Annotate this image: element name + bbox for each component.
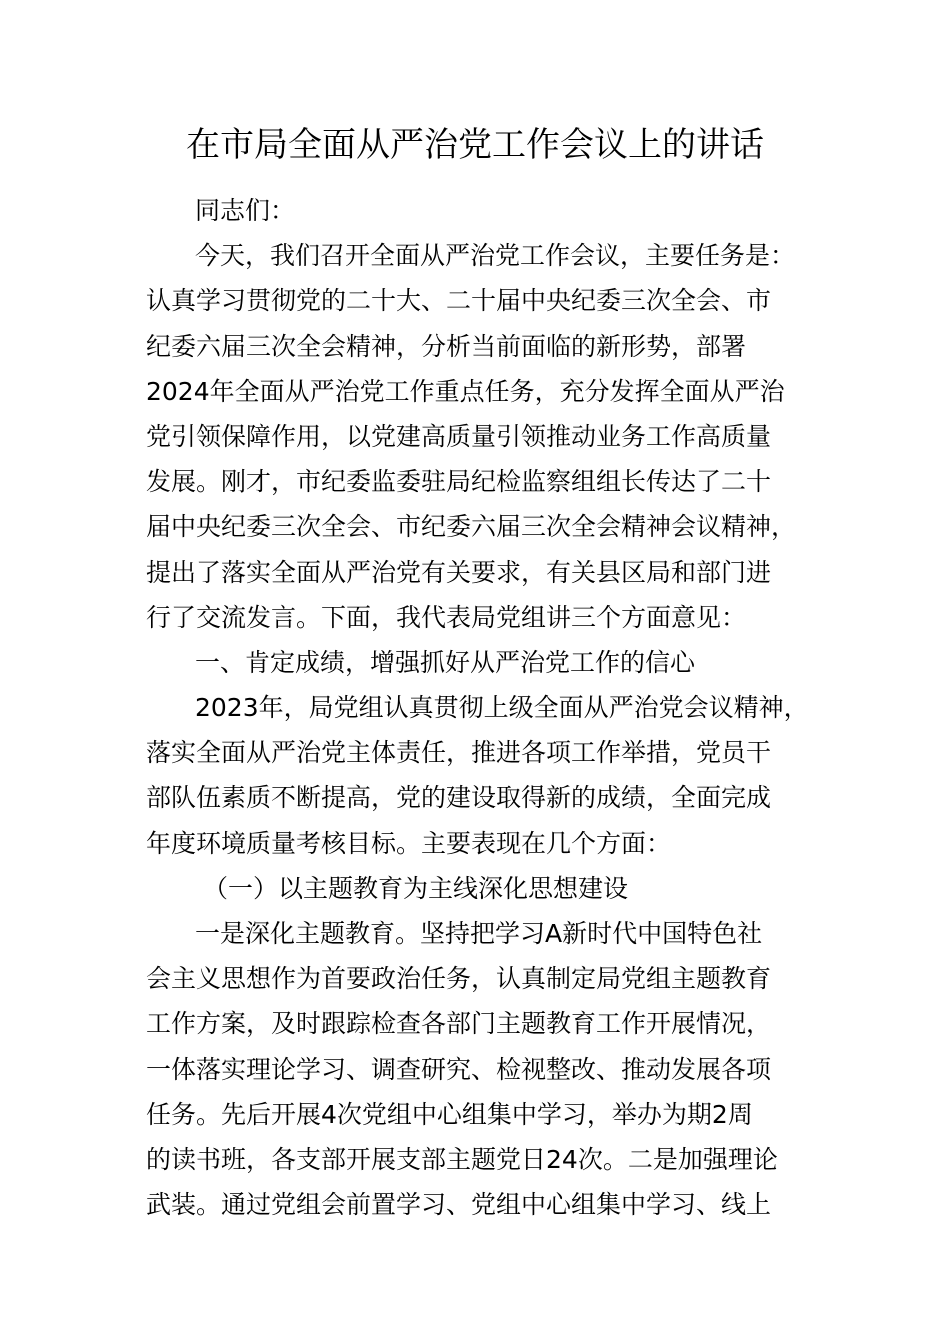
- paragraph-line: 一体落实理论学习、调查研究、检视整改、推动发展各项: [146, 1054, 772, 1084]
- paragraph-line: 2024年全面从严治党工作重点任务，充分发挥全面从严治: [146, 376, 785, 406]
- paragraph-line: 认真学习贯彻党的二十大、二十届中央纪委三次全会、市: [146, 286, 772, 316]
- document-title: 在市局全面从严治党工作会议上的讲话: [186, 125, 764, 165]
- paragraph-line: 年度环境质量考核目标。主要表现在几个方面：: [146, 828, 672, 858]
- paragraph-line: 2023年，局党组认真贯彻上级全面从严治党会议精神，: [195, 693, 809, 723]
- paragraph-line: 任务。先后开展4次党组中心组集中学习，举办为期2周: [146, 1099, 753, 1129]
- section-heading: 一、肯定成绩，增强抓好从严治党工作的信心: [195, 647, 696, 677]
- paragraph-line: 会主义思想作为首要政治任务，认真制定局党组主题教育: [146, 964, 772, 994]
- paragraph-line: 党引领保障作用，以党建高质量引领推动业务工作高质量: [146, 421, 772, 451]
- paragraph-line: 行了交流发言。下面，我代表局党组讲三个方面意见：: [146, 602, 747, 632]
- paragraph-line: 纪委六届三次全会精神，分析当前面临的新形势，部署: [146, 331, 747, 361]
- paragraph-line: 工作方案，及时跟踪检查各部门主题教育工作开展情况，: [146, 1009, 772, 1039]
- paragraph-line: 届中央纪委三次全会、市纪委六届三次全会精神会议精神，: [146, 512, 797, 542]
- salutation: 同志们：: [195, 196, 296, 225]
- paragraph-line: 今天，我们召开全面从严治党工作会议，主要任务是：: [195, 241, 796, 271]
- paragraph-line: 部队伍素质不断提高，党的建设取得新的成绩，全面完成: [146, 783, 772, 813]
- paragraph-line: 落实全面从严治党主体责任，推进各项工作举措，党员干: [146, 738, 772, 768]
- paragraph-line: 的读书班，各支部开展支部主题党日24次。二是加强理论: [146, 1144, 778, 1174]
- paragraph-line: 提出了落实全面从严治党有关要求，有关县区局和部门进: [146, 557, 772, 587]
- paragraph-line: 武装。通过党组会前置学习、党组中心组集中学习、线上: [146, 1190, 772, 1220]
- document-body: [146, 188, 826, 1227]
- paragraph-line: 一是深化主题教育。坚持把学习A新时代中国特色社: [195, 919, 763, 948]
- subsection-heading: （一）以主题教育为主线深化思想建设: [203, 873, 629, 903]
- paragraph-line: 发展。刚才，市纪委监委驻局纪检监察组组长传达了二十: [146, 467, 772, 497]
